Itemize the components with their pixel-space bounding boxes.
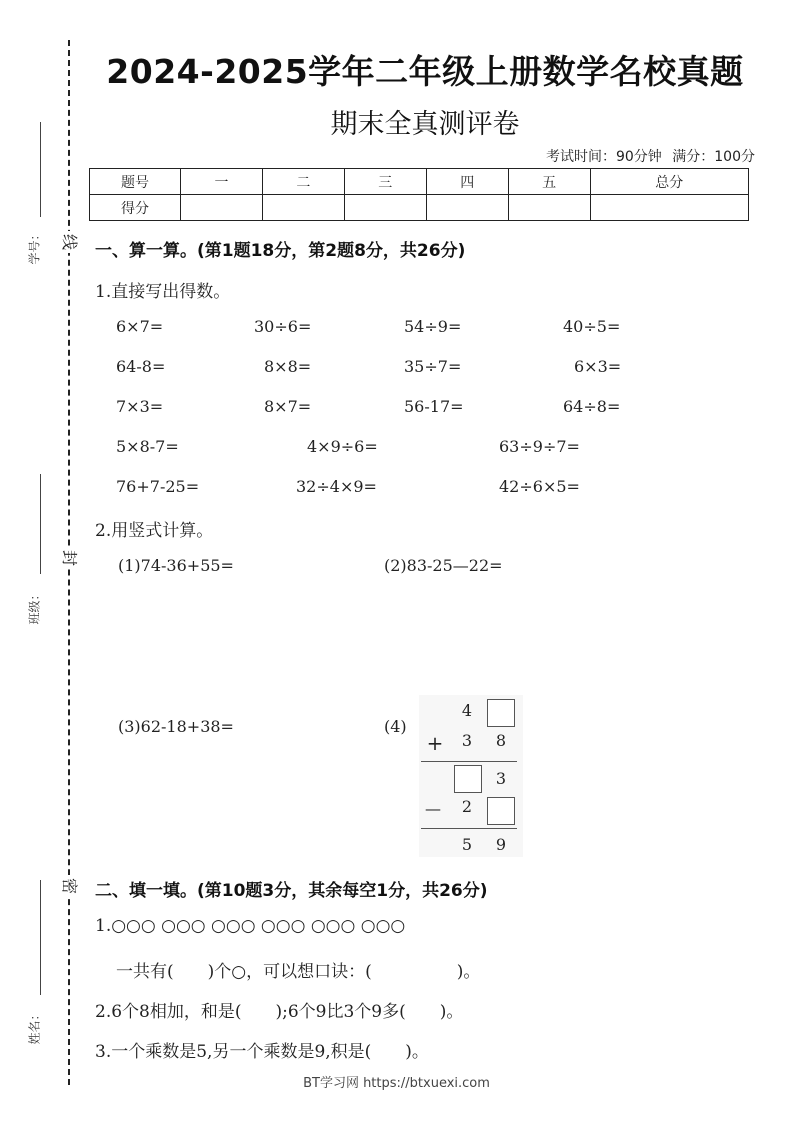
full-score: 满分：100分 bbox=[672, 149, 755, 165]
page-subtitle: 期末全真测评卷 bbox=[330, 109, 520, 140]
class-line[interactable] bbox=[40, 474, 41, 574]
exam-info bbox=[540, 146, 755, 166]
minus-sign: — bbox=[425, 799, 441, 818]
column-header: 五 bbox=[508, 169, 590, 195]
calc-item: 5×8-7= bbox=[116, 437, 179, 456]
calc-item: 8×8= bbox=[264, 357, 312, 376]
page-title: 2024-2025学年二年级上册数学名校真题 bbox=[106, 52, 744, 91]
question-1-prompt: 1.直接写出得数。 bbox=[95, 282, 231, 302]
digit: 9 bbox=[495, 835, 507, 854]
calc-item: 6×3= bbox=[574, 357, 622, 376]
student-id-label: 学号： bbox=[27, 228, 42, 265]
plus-sign: + bbox=[426, 731, 444, 755]
column-header: 二 bbox=[262, 169, 344, 195]
watermark: BT学习网 https://btxuexi.com bbox=[303, 1076, 490, 1091]
digit: 8 bbox=[495, 731, 507, 750]
column-header: 一 bbox=[181, 169, 263, 195]
score-cell[interactable] bbox=[181, 195, 263, 221]
fill-question-3: 3.一个乘数是5,另一个乘数是9,积是( )。 bbox=[95, 1042, 429, 1062]
vertical-calc-item-1: (1)74-36+55= bbox=[118, 556, 234, 575]
calc-item: 56-17= bbox=[404, 397, 464, 416]
digit: 4 bbox=[461, 701, 473, 720]
calc-item: 64-8= bbox=[116, 357, 166, 376]
calc-item: 63÷9÷7= bbox=[499, 437, 580, 456]
sum-rule bbox=[421, 761, 517, 762]
answer-box[interactable] bbox=[487, 797, 515, 825]
digit: 3 bbox=[461, 731, 473, 750]
calc-item: 42÷6×5= bbox=[499, 477, 580, 496]
calc-item: 8×7= bbox=[264, 397, 312, 416]
column-header: 总分 bbox=[590, 169, 748, 195]
vertical-arithmetic-puzzle bbox=[419, 695, 523, 857]
calc-item: 30÷6= bbox=[254, 317, 312, 336]
vertical-calc-item-2: (2)83-25—22= bbox=[384, 556, 503, 575]
section-1-heading: 一、算一算。(第1题18分，第2题8分，共26分) bbox=[95, 241, 466, 261]
calc-item: 35÷7= bbox=[404, 357, 462, 376]
student-id-line[interactable] bbox=[40, 122, 41, 217]
digit: 5 bbox=[461, 835, 473, 854]
vertical-calc-item-4: (4) bbox=[384, 717, 407, 736]
row-header-score: 得分 bbox=[90, 195, 181, 221]
column-header: 四 bbox=[426, 169, 508, 195]
seal-mark-line: 线 bbox=[59, 231, 79, 253]
calc-item: 76+7-25= bbox=[116, 477, 200, 496]
score-cell[interactable] bbox=[344, 195, 426, 221]
answer-box[interactable] bbox=[487, 699, 515, 727]
question-2-prompt: 2.用竖式计算。 bbox=[95, 521, 214, 541]
digit: 3 bbox=[495, 769, 507, 788]
score-table-score-row bbox=[90, 195, 749, 221]
score-table-header-row bbox=[90, 169, 749, 195]
column-header: 三 bbox=[344, 169, 426, 195]
seal-mark-seal: 封 bbox=[59, 547, 79, 569]
fill-question-1-blanks: 一共有( )个○，可以想口诀：( )。 bbox=[116, 962, 481, 982]
name-label: 姓名： bbox=[27, 1008, 42, 1045]
name-line[interactable] bbox=[40, 880, 41, 995]
calc-item: 64÷8= bbox=[563, 397, 621, 416]
seal-mark-secret: 密 bbox=[59, 875, 79, 897]
calc-item: 40÷5= bbox=[563, 317, 621, 336]
score-cell[interactable] bbox=[426, 195, 508, 221]
fill-question-2: 2.6个8相加，和是( );6个9比3个9多( )。 bbox=[95, 1002, 464, 1022]
calc-item: 54÷9= bbox=[404, 317, 462, 336]
score-cell[interactable] bbox=[590, 195, 748, 221]
score-table bbox=[89, 168, 749, 221]
score-cell[interactable] bbox=[262, 195, 344, 221]
exam-time: 考试时间：90分钟 bbox=[545, 149, 662, 165]
calc-item: 6×7= bbox=[116, 317, 164, 336]
vertical-calc-item-3: (3)62-18+38= bbox=[118, 717, 234, 736]
difference-rule bbox=[421, 828, 517, 829]
calc-item: 7×3= bbox=[116, 397, 164, 416]
calc-item: 32÷4×9= bbox=[296, 477, 377, 496]
section-2-heading: 二、填一填。(第10题3分，其余每空1分，共26分) bbox=[95, 881, 488, 901]
score-cell[interactable] bbox=[508, 195, 590, 221]
class-label: 班级： bbox=[27, 588, 42, 625]
row-header-question-number: 题号 bbox=[90, 169, 181, 195]
answer-box[interactable] bbox=[454, 765, 482, 793]
fill-question-1: 1.○○○ ○○○ ○○○ ○○○ ○○○ ○○○ bbox=[95, 916, 406, 936]
digit: 2 bbox=[461, 797, 473, 816]
calc-item: 4×9÷6= bbox=[307, 437, 378, 456]
